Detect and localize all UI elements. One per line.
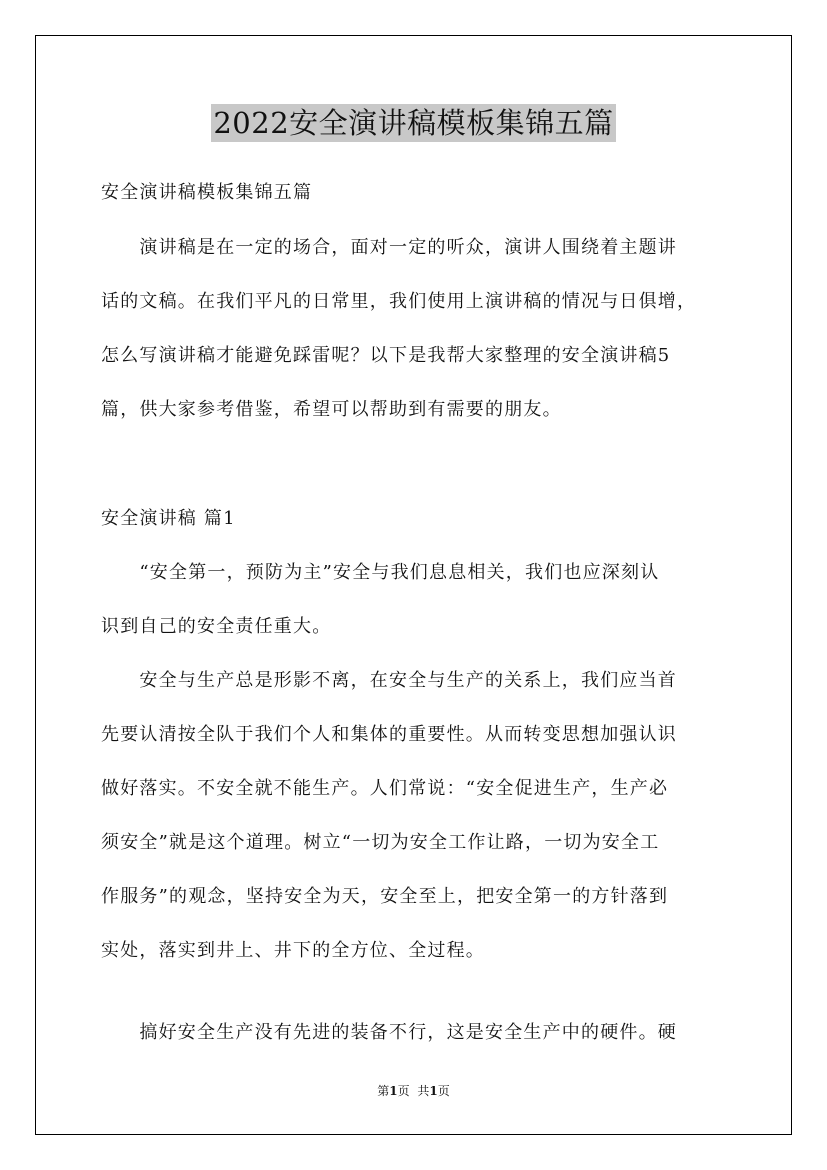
page-number: 1 — [389, 1084, 398, 1098]
body-line: 安全与生产总是形影不离，在安全与生产的关系上，我们应当首 — [101, 670, 677, 691]
body-line: 实处，落实到井上、井下的全方位、全过程。 — [101, 940, 485, 961]
total-prefix: 共 — [417, 1084, 430, 1098]
subtitle: 安全演讲稿模板集锦五篇 — [101, 182, 313, 203]
body-line: 须安全”就是这个道理。树立“一切为安全工作让路，一切为安全工 — [101, 832, 660, 853]
page-prefix: 第 — [377, 1084, 390, 1098]
page-footer — [0, 1083, 827, 1099]
title-container — [0, 104, 827, 142]
body-line: 做好落实。不安全就不能生产。人们常说：“安全促进生产，生产必 — [101, 778, 669, 799]
total-suffix: 页 — [437, 1084, 450, 1098]
body-line: 作服务”的观念，坚持安全为天，安全至上，把安全第一的方针落到 — [101, 886, 669, 907]
body-line: 搞好安全生产没有先进的装备不行，这是安全生产中的硬件。硬 — [101, 1022, 677, 1043]
intro-line: 演讲稿是在一定的场合，面对一定的听众，演讲人围绕着主题讲 — [101, 237, 677, 258]
body-line: 识到自己的安全责任重大。 — [101, 616, 332, 637]
body-line: “安全第一，预防为主”安全与我们息息相关，我们也应深刻认 — [101, 562, 660, 583]
intro-line: 篇，供大家参考借鉴，希望可以帮助到有需要的朋友。 — [101, 399, 562, 420]
intro-line: 话的文稿。在我们平凡的日常里，我们使用上演讲稿的情况与日俱增， — [101, 291, 697, 312]
intro-line: 怎么写演讲稿才能避免踩雷呢？以下是我帮大家整理的安全演讲稿5 — [101, 345, 671, 366]
section-heading: 安全演讲稿 篇1 — [101, 508, 236, 529]
page-suffix: 页 — [397, 1084, 410, 1098]
body-line: 先要认清按全队于我们个人和集体的重要性。从而转变思想加强认识 — [101, 724, 677, 745]
total-number: 1 — [429, 1084, 438, 1098]
document-title: 2022安全演讲稿模板集锦五篇 — [213, 106, 614, 140]
